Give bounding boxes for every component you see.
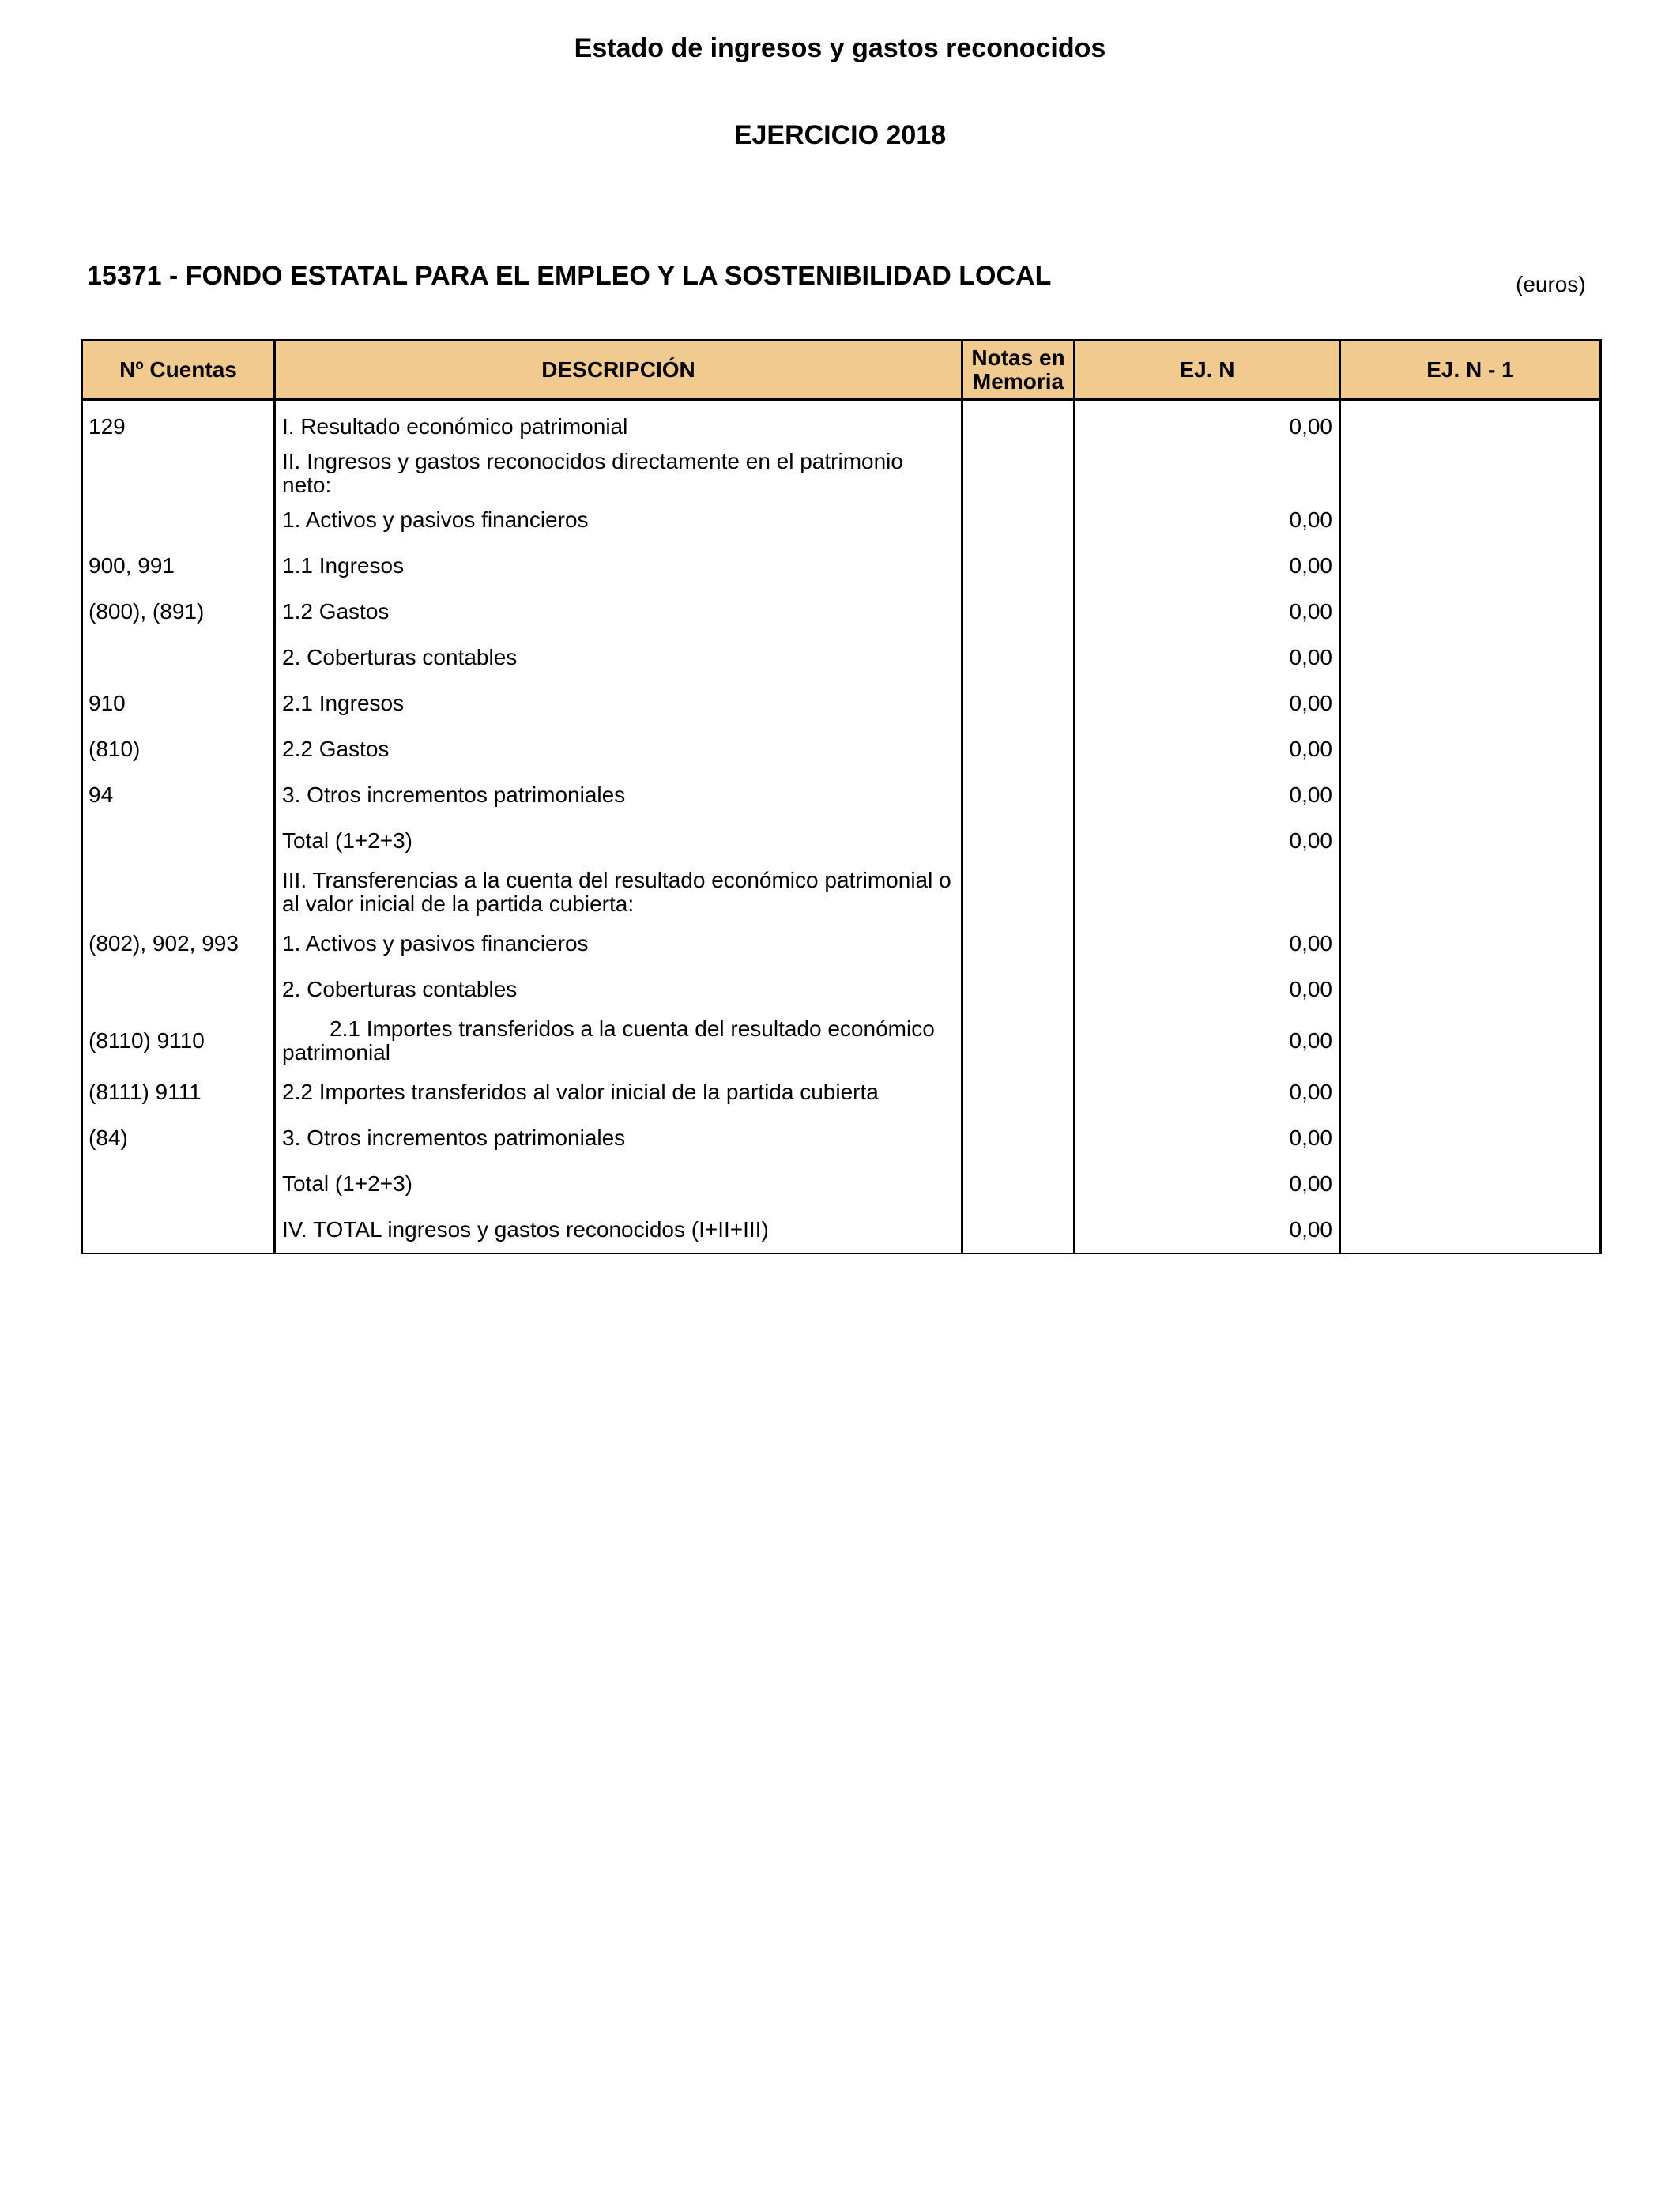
table-row bbox=[82, 450, 1601, 497]
descripcion-cell: 1.2 Gastos bbox=[275, 589, 962, 635]
table-row bbox=[82, 1207, 1601, 1253]
page-title: Estado de ingresos y gastos reconocidos bbox=[574, 33, 1106, 63]
descripcion-cell: III. Transferencias a la cuenta del resultado económico patrimonial o al valor inicial de la partida cubierta: bbox=[275, 864, 962, 921]
notas-cell bbox=[962, 1115, 1075, 1161]
cuentas-cell bbox=[82, 450, 275, 497]
table-header-row bbox=[82, 341, 1601, 400]
ej-n-cell: 0,00 bbox=[1075, 1069, 1340, 1115]
cuentas-cell: (800), (891) bbox=[82, 589, 275, 635]
cuentas-cell: 910 bbox=[82, 680, 275, 726]
cuentas-cell bbox=[82, 1207, 275, 1253]
notas-cell bbox=[962, 1069, 1075, 1115]
table-row bbox=[82, 635, 1601, 680]
table-row bbox=[82, 497, 1601, 543]
cuentas-cell: (8110) 9110 bbox=[82, 1012, 275, 1069]
cuentas-cell bbox=[82, 497, 275, 543]
ej-n-cell: 0,00 bbox=[1075, 1161, 1340, 1207]
descripcion-cell: 2.2 Gastos bbox=[275, 726, 962, 772]
table-row bbox=[82, 543, 1601, 589]
ej-n-1-cell bbox=[1340, 921, 1601, 967]
descripcion-cell: 1. Activos y pasivos financieros bbox=[275, 497, 962, 543]
column-header-notas-label: Notas en Memoria bbox=[971, 345, 1065, 394]
descripcion-cell: 2.2 Importes transferidos al valor inicial de la partida cubierta bbox=[275, 1069, 962, 1115]
ej-n-cell bbox=[1075, 864, 1340, 921]
table-row bbox=[82, 1069, 1601, 1115]
table-row bbox=[82, 772, 1601, 818]
notas-cell bbox=[962, 635, 1075, 680]
notas-cell bbox=[962, 726, 1075, 772]
table-row bbox=[82, 864, 1601, 921]
ej-n-cell bbox=[1075, 450, 1340, 497]
ej-n-1-cell bbox=[1340, 543, 1601, 589]
table-row bbox=[82, 726, 1601, 772]
ej-n-cell: 0,00 bbox=[1075, 635, 1340, 680]
statement-table bbox=[81, 339, 1602, 1254]
ej-n-cell: 0,00 bbox=[1075, 967, 1340, 1012]
cuentas-cell: 900, 991 bbox=[82, 543, 275, 589]
column-header-ej-n: EJ. N bbox=[1075, 341, 1340, 400]
ej-n-1-cell bbox=[1340, 967, 1601, 1012]
notas-cell bbox=[962, 818, 1075, 864]
descripcion-cell: II. Ingresos y gastos reconocidos directamente en el patrimonio neto: bbox=[275, 450, 962, 497]
ej-n-cell: 0,00 bbox=[1075, 543, 1340, 589]
notas-cell bbox=[962, 589, 1075, 635]
ej-n-1-cell bbox=[1340, 497, 1601, 543]
entity-name: 15371 - FONDO ESTATAL PARA EL EMPLEO Y LA SOSTENIBILIDAD LOCAL bbox=[87, 261, 1052, 291]
cuentas-cell bbox=[82, 1161, 275, 1207]
notas-cell bbox=[962, 864, 1075, 921]
descripcion-cell: Total (1+2+3) bbox=[275, 1161, 962, 1207]
cuentas-cell: 129 bbox=[82, 400, 275, 450]
column-header-cuentas: Nº Cuentas bbox=[82, 341, 275, 400]
ej-n-cell: 0,00 bbox=[1075, 726, 1340, 772]
cuentas-cell: (810) bbox=[82, 726, 275, 772]
table-row bbox=[82, 400, 1601, 450]
column-header-notas bbox=[962, 341, 1075, 400]
ej-n-1-cell bbox=[1340, 1207, 1601, 1253]
ej-n-1-cell bbox=[1340, 1161, 1601, 1207]
ej-n-1-cell bbox=[1340, 864, 1601, 921]
ej-n-cell: 0,00 bbox=[1075, 680, 1340, 726]
ej-n-1-cell bbox=[1340, 1069, 1601, 1115]
ej-n-cell: 0,00 bbox=[1075, 921, 1340, 967]
notas-cell bbox=[962, 450, 1075, 497]
ej-n-1-cell bbox=[1340, 1115, 1601, 1161]
table-row bbox=[82, 589, 1601, 635]
descripcion-cell: 2.1 Ingresos bbox=[275, 680, 962, 726]
notas-cell bbox=[962, 497, 1075, 543]
cuentas-cell: 94 bbox=[82, 772, 275, 818]
notas-cell bbox=[962, 680, 1075, 726]
descripcion-cell: 1. Activos y pasivos financieros bbox=[275, 921, 962, 967]
descripcion-cell: I. Resultado económico patrimonial bbox=[275, 400, 962, 450]
table-row bbox=[82, 1012, 1601, 1069]
ej-n-cell: 0,00 bbox=[1075, 497, 1340, 543]
table-row bbox=[82, 921, 1601, 967]
cuentas-cell bbox=[82, 635, 275, 680]
table-row bbox=[82, 1115, 1601, 1161]
descripcion-cell: 3. Otros incrementos patrimoniales bbox=[275, 1115, 962, 1161]
notas-cell bbox=[962, 772, 1075, 818]
notas-cell bbox=[962, 1161, 1075, 1207]
column-header-descripcion: DESCRIPCIÓN bbox=[275, 341, 962, 400]
cuentas-cell: (8111) 9111 bbox=[82, 1069, 275, 1115]
descripcion-lead: 2.1 Importes transferidos a la cuenta del resultado económico bbox=[330, 1016, 935, 1041]
descripcion-cell: 1.1 Ingresos bbox=[275, 543, 962, 589]
ej-n-1-cell bbox=[1340, 726, 1601, 772]
notas-cell bbox=[962, 921, 1075, 967]
ej-n-1-cell bbox=[1340, 818, 1601, 864]
column-header-ej-n-1: EJ. N - 1 bbox=[1340, 341, 1601, 400]
descripcion-cell bbox=[275, 1012, 962, 1069]
ej-n-1-cell bbox=[1340, 1012, 1601, 1069]
cuentas-cell bbox=[82, 818, 275, 864]
table-row bbox=[82, 1161, 1601, 1207]
fiscal-year: EJERCICIO 2018 bbox=[733, 120, 947, 150]
ej-n-cell: 0,00 bbox=[1075, 772, 1340, 818]
table-row bbox=[82, 967, 1601, 1012]
ej-n-1-cell bbox=[1340, 450, 1601, 497]
ej-n-cell: 0,00 bbox=[1075, 1012, 1340, 1069]
ej-n-cell: 0,00 bbox=[1075, 400, 1340, 450]
currency-units: (euros) bbox=[1516, 272, 1586, 296]
cuentas-cell: (802), 902, 993 bbox=[82, 921, 275, 967]
notas-cell bbox=[962, 400, 1075, 450]
notas-cell bbox=[962, 1012, 1075, 1069]
cuentas-cell: (84) bbox=[82, 1115, 275, 1161]
ej-n-1-cell bbox=[1340, 635, 1601, 680]
table-row bbox=[82, 680, 1601, 726]
ej-n-1-cell bbox=[1340, 400, 1601, 450]
descripcion-rest: patrimonial bbox=[282, 1040, 390, 1065]
descripcion-cell: 2. Coberturas contables bbox=[275, 635, 962, 680]
ej-n-1-cell bbox=[1340, 589, 1601, 635]
cuentas-cell bbox=[82, 864, 275, 921]
notas-cell bbox=[962, 1207, 1075, 1253]
descripcion-cell: IV. TOTAL ingresos y gastos reconocidos (I+II+III) bbox=[275, 1207, 962, 1253]
ej-n-cell: 0,00 bbox=[1075, 589, 1340, 635]
ej-n-cell: 0,00 bbox=[1075, 1207, 1340, 1253]
ej-n-1-cell bbox=[1340, 772, 1601, 818]
descripcion-cell: Total (1+2+3) bbox=[275, 818, 962, 864]
notas-cell bbox=[962, 543, 1075, 589]
table-row bbox=[82, 818, 1601, 864]
descripcion-cell: 2. Coberturas contables bbox=[275, 967, 962, 1012]
ej-n-1-cell bbox=[1340, 680, 1601, 726]
notas-cell bbox=[962, 967, 1075, 1012]
cuentas-cell bbox=[82, 967, 275, 1012]
ej-n-cell: 0,00 bbox=[1075, 818, 1340, 864]
ej-n-cell: 0,00 bbox=[1075, 1115, 1340, 1161]
descripcion-cell: 3. Otros incrementos patrimoniales bbox=[275, 772, 962, 818]
